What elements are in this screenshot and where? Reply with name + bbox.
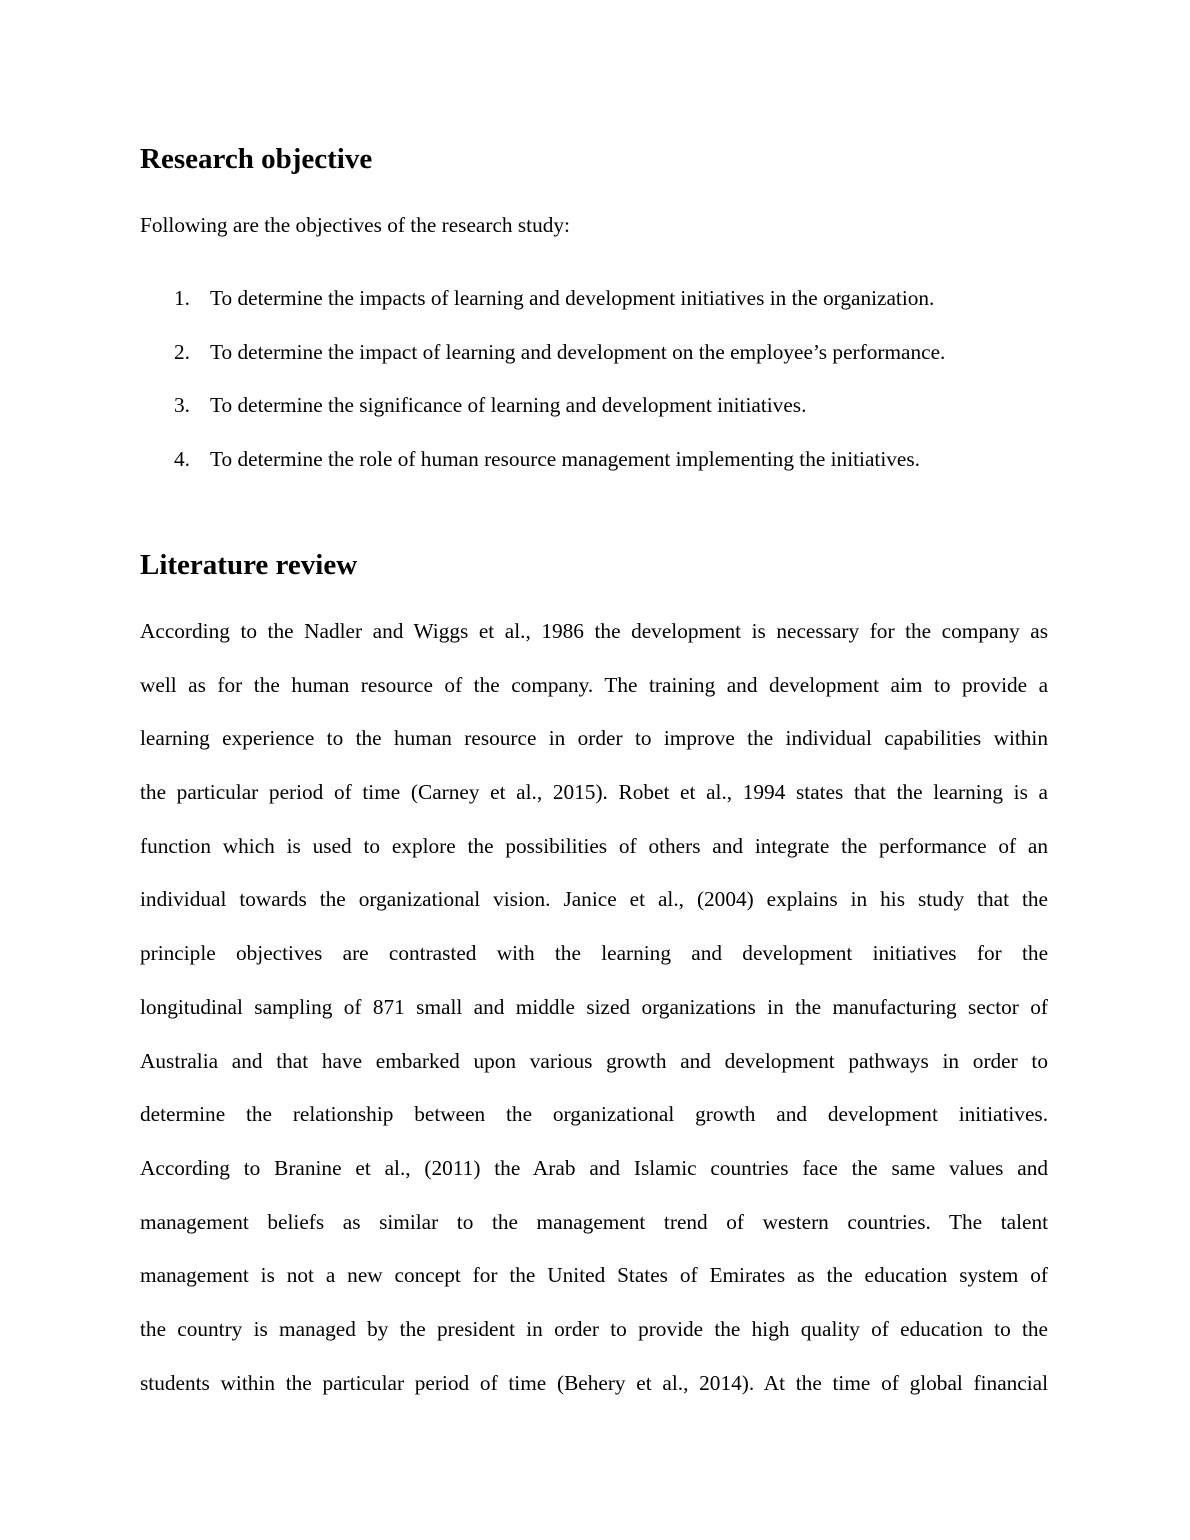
paragraph-line: determine the relationship between the organizational growth and development initiatives. (140, 1102, 1049, 1127)
objective-number: 4. (174, 447, 190, 472)
objective-number: 3. (174, 393, 190, 418)
paragraph-line: individual towards the organizational vision. Janice et al., (2004) explains in his study that the (140, 887, 1048, 912)
paragraph-line: management beliefs as similar to the management trend of western countries. The talent (140, 1209, 1049, 1234)
objective-number: 2. (174, 339, 190, 364)
objective-number: 1. (174, 286, 190, 310)
paragraph-line: the particular period of time (Carney et al., 2015). Robet et al., 1994 states that the learning is a (140, 780, 1048, 805)
paragraph-line: principle objectives are contrasted with the learning and development initiatives for the (140, 941, 1049, 966)
objective-text: To determine the significance of learning and development initiatives. (210, 393, 807, 418)
paragraph-line: management is not a new concept for the United States of Emirates as the education system of (140, 1263, 1048, 1288)
paragraph-line: learning experience to the human resource in order to improve the individual capabilities within (140, 726, 1048, 751)
paragraph-line: students within the particular period of time (Behery et al., 2014). At the time of global financial (140, 1370, 1049, 1395)
paragraph-line: According to the Nadler and Wiggs et al., 1986 the development is necessary for the company as (140, 619, 1049, 643)
paragraph-line: Australia and that have embarked upon various growth and development pathways in order to (140, 1048, 1048, 1073)
paragraph-line: function which is used to explore the possibilities of others and integrate the performance of an (140, 833, 1049, 858)
paragraph-line: longitudinal sampling of 871 small and middle sized organizations in the manufacturing sector of (140, 994, 1048, 1019)
research-objective-intro: Following are the objectives of the research study: (140, 213, 570, 237)
literature-review-heading: Literature review (140, 549, 358, 581)
paragraph-line: the country is managed by the president in order to provide the high quality of education to the (140, 1316, 1048, 1341)
objective-text: To determine the role of human resource management implementing the initiatives. (210, 447, 920, 472)
objective-text: To determine the impact of learning and development on the employee’s performance. (210, 339, 946, 364)
objective-text: To determine the impacts of learning and development initiatives in the organization. (210, 286, 935, 310)
paragraph-line: According to Branine et al., (2011) the Arab and Islamic countries face the same values and (140, 1155, 1049, 1180)
literature-review-paragraph (140, 618, 1048, 1423)
paragraph-line: well as for the human resource of the company. The training and development aim to provide a (140, 672, 1049, 697)
research-objective-heading: Research objective (140, 143, 373, 175)
